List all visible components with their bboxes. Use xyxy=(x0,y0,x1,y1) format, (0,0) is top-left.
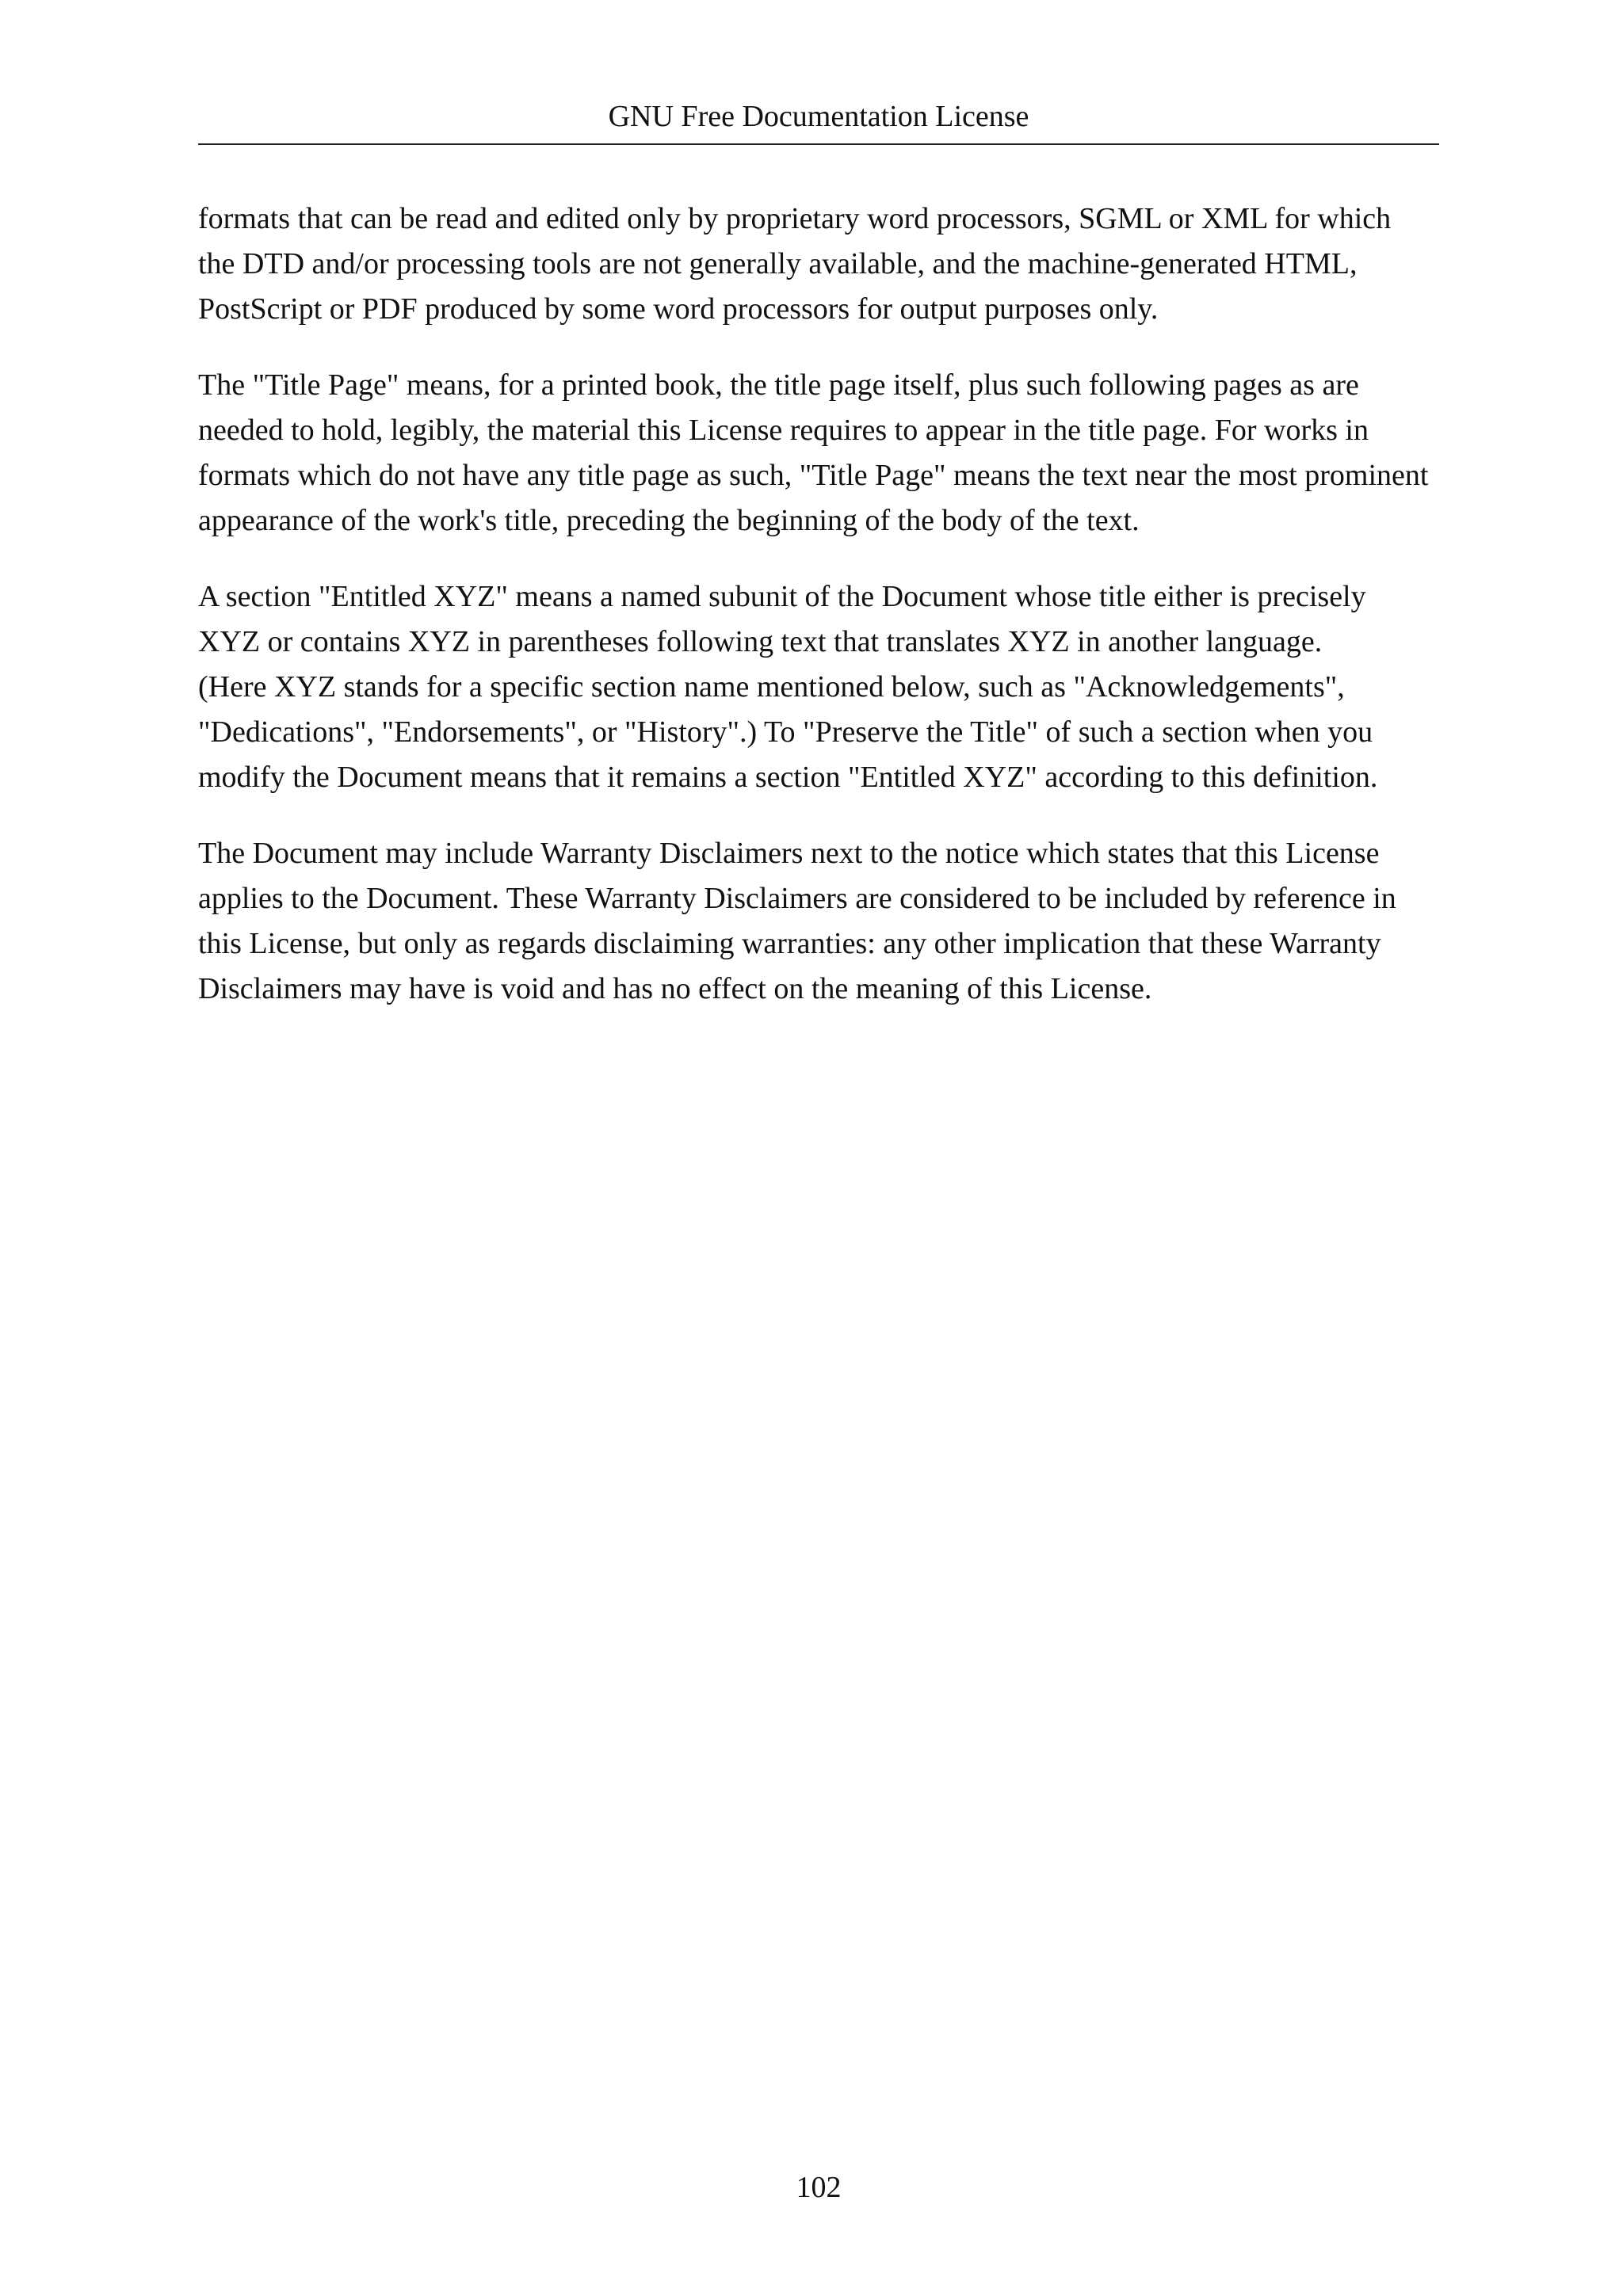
paragraph-formats xyxy=(198,196,1442,332)
text-line: XYZ or contains XYZ in parentheses following text that translates XYZ in another language. xyxy=(198,625,1323,658)
paragraph-title-page xyxy=(198,363,1442,543)
text-line: A section "Entitled XYZ" means a named subunit of the Document whose title either is precisely xyxy=(198,580,1366,613)
text-line: PostScript or PDF produced by some word processors for output purposes only. xyxy=(198,292,1159,326)
text-line: needed to hold, legibly, the material this License requires to appear in the title page. For works in xyxy=(198,414,1369,447)
text-line: the DTD and/or processing tools are not generally available, and the machine-generated HTML, xyxy=(198,247,1358,280)
running-header: GNU Free Documentation License xyxy=(608,100,1029,133)
text-line: The "Title Page" means, for a printed book, the title page itself, plus such following pages as are xyxy=(198,368,1359,402)
text-line: this License, but only as regards disclaiming warranties: any other implication that these Warranty xyxy=(198,927,1381,960)
text-line: applies to the Document. These Warranty Disclaimers are considered to be included by reference in xyxy=(198,882,1396,915)
text-line: formats which do not have any title page as such, "Title Page" means the text near the most prominent xyxy=(198,459,1429,492)
header-rule xyxy=(198,143,1439,145)
body-text xyxy=(198,196,1442,1043)
paragraph-entitled-xyz xyxy=(198,574,1442,800)
paragraph-warranty-disclaimers xyxy=(198,831,1442,1012)
text-line: (Here XYZ stands for a specific section name mentioned below, such as "Acknowledgements", xyxy=(198,670,1345,704)
text-line: formats that can be read and edited only by proprietary word processors, SGML or XML for which xyxy=(198,202,1392,235)
text-line: modify the Document means that it remains a section "Entitled XYZ" according to this definition. xyxy=(198,761,1378,794)
text-line: appearance of the work's title, preceding the beginning of the body of the text. xyxy=(198,504,1140,537)
text-line: "Dedications", "Endorsements", or "History".) To "Preserve the Title" of such a section when you xyxy=(198,715,1373,749)
text-line: The Document may include Warranty Disclaimers next to the notice which states that this License xyxy=(198,837,1380,870)
page-number: 102 xyxy=(796,2171,842,2204)
text-line: Disclaimers may have is void and has no effect on the meaning of this License. xyxy=(198,972,1152,1005)
